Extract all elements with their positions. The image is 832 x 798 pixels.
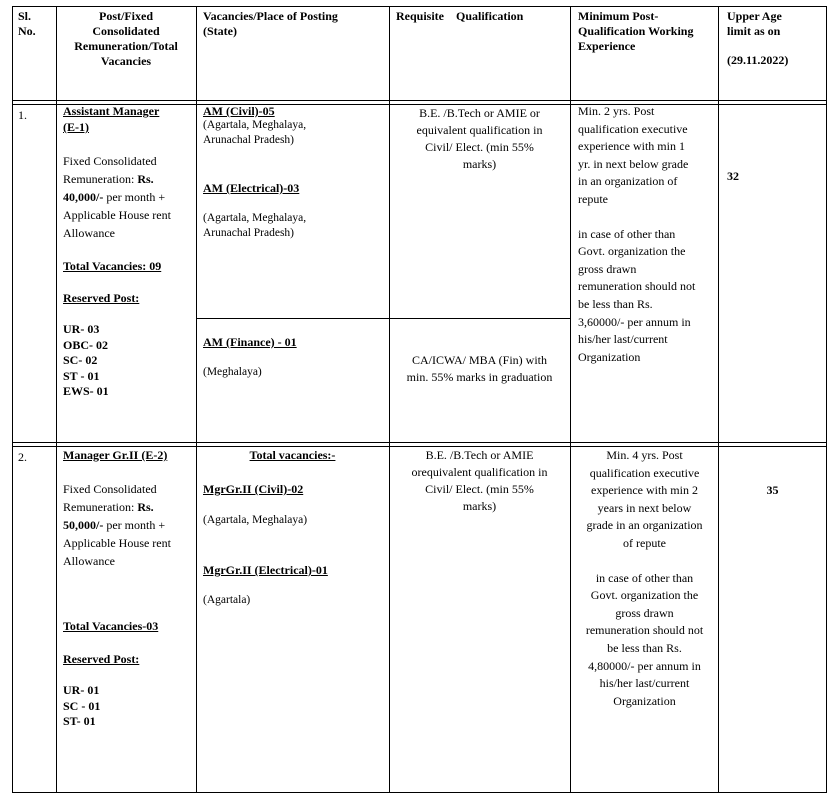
remuneration-amount: 40,000/-	[63, 190, 104, 204]
header-text: No.	[18, 24, 36, 38]
header-text: Upper Age	[727, 9, 782, 23]
experience-line: Govt. organization the	[590, 588, 699, 603]
remuneration-line	[63, 170, 171, 188]
experience-line: years in next below	[597, 500, 692, 515]
experience-line: his/her last/current	[599, 676, 690, 691]
remuneration-line: Applicable House rent	[63, 208, 171, 222]
qualification-line: marks)	[462, 157, 497, 171]
table-border-top	[12, 6, 827, 7]
experience-line: gross drawn	[578, 261, 637, 276]
row1-posting-electrical-title: AM (Electrical)-03	[203, 181, 300, 195]
column-divider	[389, 6, 390, 793]
row1-sl: 1.	[18, 108, 27, 122]
row1-post-title: Assistant Manager	[63, 104, 160, 118]
row1-qualification-finance	[391, 352, 568, 386]
header-vacancies	[203, 9, 338, 39]
experience-line: remuneration should not	[585, 623, 704, 638]
row2-posting-civil-place: (Agartala, Meghalaya)	[203, 514, 308, 526]
table-cell-divider	[196, 318, 570, 319]
table-row-divider	[12, 442, 827, 443]
experience-line: in case of other than	[595, 570, 694, 585]
remuneration-label: Remuneration:	[63, 500, 138, 514]
row2-qualification	[391, 447, 568, 515]
row2-age: 35	[766, 483, 779, 497]
qualification-line: Civil/ Elect. (min 55%	[425, 140, 534, 154]
row2-total-vacancies: Total Vacancies-03	[63, 619, 159, 633]
remuneration-label: Remuneration:	[63, 172, 138, 186]
row2-posting-electrical-title: MgrGr.II (Electrical)-01	[203, 563, 328, 577]
row2-reserved-list	[63, 683, 100, 730]
remuneration-period: per month +	[103, 518, 166, 532]
qualification-line: min. 55% marks in graduation	[406, 370, 553, 384]
header-qualification: Requisite Qualification	[396, 9, 524, 23]
experience-line: his/her last/current	[578, 332, 668, 347]
remuneration-line: Allowance	[63, 554, 115, 568]
experience-line: in an organization of	[578, 174, 678, 189]
column-divider	[718, 6, 719, 793]
header-text: Minimum Post-	[578, 9, 659, 23]
row1-post-grade: (E-1)	[63, 120, 89, 134]
experience-line: of repute	[623, 535, 666, 550]
experience-line: be less than Rs.	[578, 296, 653, 311]
table-border-bottom	[12, 792, 827, 793]
experience-line: repute	[578, 191, 608, 206]
experience-line: gross drawn	[615, 605, 674, 620]
posting-place-line: Arunachal Pradesh)	[203, 134, 295, 146]
row1-posting-electrical-place	[203, 211, 306, 241]
table-row-divider	[12, 100, 827, 101]
remuneration-line: Fixed Consolidated	[63, 482, 157, 496]
row1-age: 32	[727, 169, 739, 183]
qualification-line: equivalent qualification in	[416, 123, 543, 137]
row1-qualification-engineering	[391, 105, 568, 173]
header-text: Remuneration/Total	[74, 39, 178, 53]
header-text: Vacancies/Place of Posting	[203, 9, 338, 23]
row1-posting-finance-place: (Meghalaya)	[203, 366, 262, 378]
experience-line: qualification executive	[578, 121, 688, 136]
row2-posting-electrical-place: (Agartala)	[203, 594, 251, 606]
remuneration-line	[63, 498, 171, 516]
posting-place-line: Arunachal Pradesh)	[203, 227, 295, 239]
experience-line: remuneration should not	[578, 279, 696, 294]
qualification-line: marks)	[462, 499, 497, 513]
remuneration-line	[63, 516, 171, 534]
experience-line: be less than Rs.	[607, 640, 682, 655]
reserved-item: OBC- 02	[63, 337, 108, 352]
reserved-item: EWS- 01	[63, 384, 109, 398]
experience-line: Min. 2 yrs. Post	[578, 104, 655, 118]
header-text: (29.11.2022)	[727, 53, 789, 67]
reserved-item: ST - 01	[63, 368, 100, 383]
header-text: Post/Fixed	[99, 9, 153, 23]
header-text: Experience	[578, 39, 636, 53]
experience-line: Min. 4 yrs. Post	[606, 448, 683, 462]
qualification-line: CA/ICWA/ MBA (Fin) with	[411, 353, 547, 367]
header-text: Sl.	[18, 9, 32, 23]
qualification-line: Civil/ Elect. (min 55%	[425, 482, 534, 496]
row2-post-title: Manager Gr.II (E-2)	[63, 448, 168, 462]
experience-line: 3,60000/- per annum in	[578, 314, 691, 329]
remuneration-line: Applicable House rent	[63, 536, 171, 550]
row2-sl: 2.	[18, 450, 27, 464]
experience-line: experience with min 2	[591, 483, 698, 498]
header-text: Qualification Working	[578, 24, 694, 38]
remuneration-period: per month +	[103, 190, 166, 204]
column-divider	[196, 6, 197, 793]
qualification-line: B.E. /B.Tech or AMIE	[425, 448, 534, 462]
experience-line: Organization	[578, 349, 641, 364]
remuneration-line: Fixed Consolidated	[63, 154, 157, 168]
row2-experience	[572, 447, 717, 710]
reserved-item: SC- 02	[63, 353, 98, 367]
reserved-item: SC - 01	[63, 698, 101, 713]
row1-posting-civil-place	[203, 118, 306, 148]
table-border-left	[12, 6, 13, 793]
posting-place-line: (Agartala, Meghalaya,	[203, 119, 307, 131]
column-divider	[56, 6, 57, 793]
row1-remuneration	[63, 152, 171, 242]
qualification-line: B.E. /B.Tech or AMIE or	[419, 106, 540, 120]
experience-line: experience with min 1	[578, 139, 685, 154]
experience-line: Organization	[613, 693, 676, 708]
row2-reserved-label: Reserved Post:	[63, 652, 140, 666]
header-post	[58, 9, 194, 69]
remuneration-amount: 50,000/-	[63, 518, 104, 532]
reserved-item: ST- 01	[63, 714, 96, 728]
header-text: limit as on	[727, 24, 781, 38]
row1-posting-finance-title: AM (Finance) - 01	[203, 335, 297, 349]
row2-remuneration	[63, 480, 171, 570]
row1-reserved-list	[63, 322, 109, 400]
row2-posting-civil-title: MgrGr.II (Civil)-02	[203, 482, 304, 496]
experience-line: in case of other than	[578, 226, 676, 241]
row1-experience	[578, 103, 695, 366]
reserved-item: UR- 03	[63, 322, 100, 336]
remuneration-currency: Rs.	[137, 500, 154, 514]
header-sl	[18, 9, 36, 39]
header-text: Consolidated	[92, 24, 160, 38]
experience-line: yr. in next below grade	[578, 156, 689, 171]
reserved-item: UR- 01	[63, 683, 100, 697]
qualification-line: orequivalent qualification in	[411, 465, 548, 479]
row1-reserved-label: Reserved Post:	[63, 291, 140, 305]
remuneration-line: Allowance	[63, 226, 115, 240]
experience-line: 4,80000/- per annum in	[588, 658, 701, 673]
header-age	[727, 9, 788, 68]
experience-line: Govt. organization the	[578, 244, 686, 259]
column-divider	[570, 6, 571, 793]
remuneration-currency: Rs.	[137, 172, 154, 186]
posting-place-line: (Agartala, Meghalaya,	[203, 212, 307, 224]
remuneration-line	[63, 188, 171, 206]
row1-total-vacancies: Total Vacancies: 09	[63, 259, 162, 273]
experience-line: qualification executive	[589, 465, 700, 480]
table-border-right	[826, 6, 827, 793]
row2-total-vacancies-label: Total vacancies:-	[249, 448, 336, 462]
header-experience	[578, 9, 693, 54]
header-text: Vacancies	[100, 54, 152, 68]
row1-posting-civil-title: AM (Civil)-05	[203, 104, 275, 118]
header-text: (State)	[203, 24, 237, 38]
experience-line: grade in an organization	[586, 518, 703, 533]
